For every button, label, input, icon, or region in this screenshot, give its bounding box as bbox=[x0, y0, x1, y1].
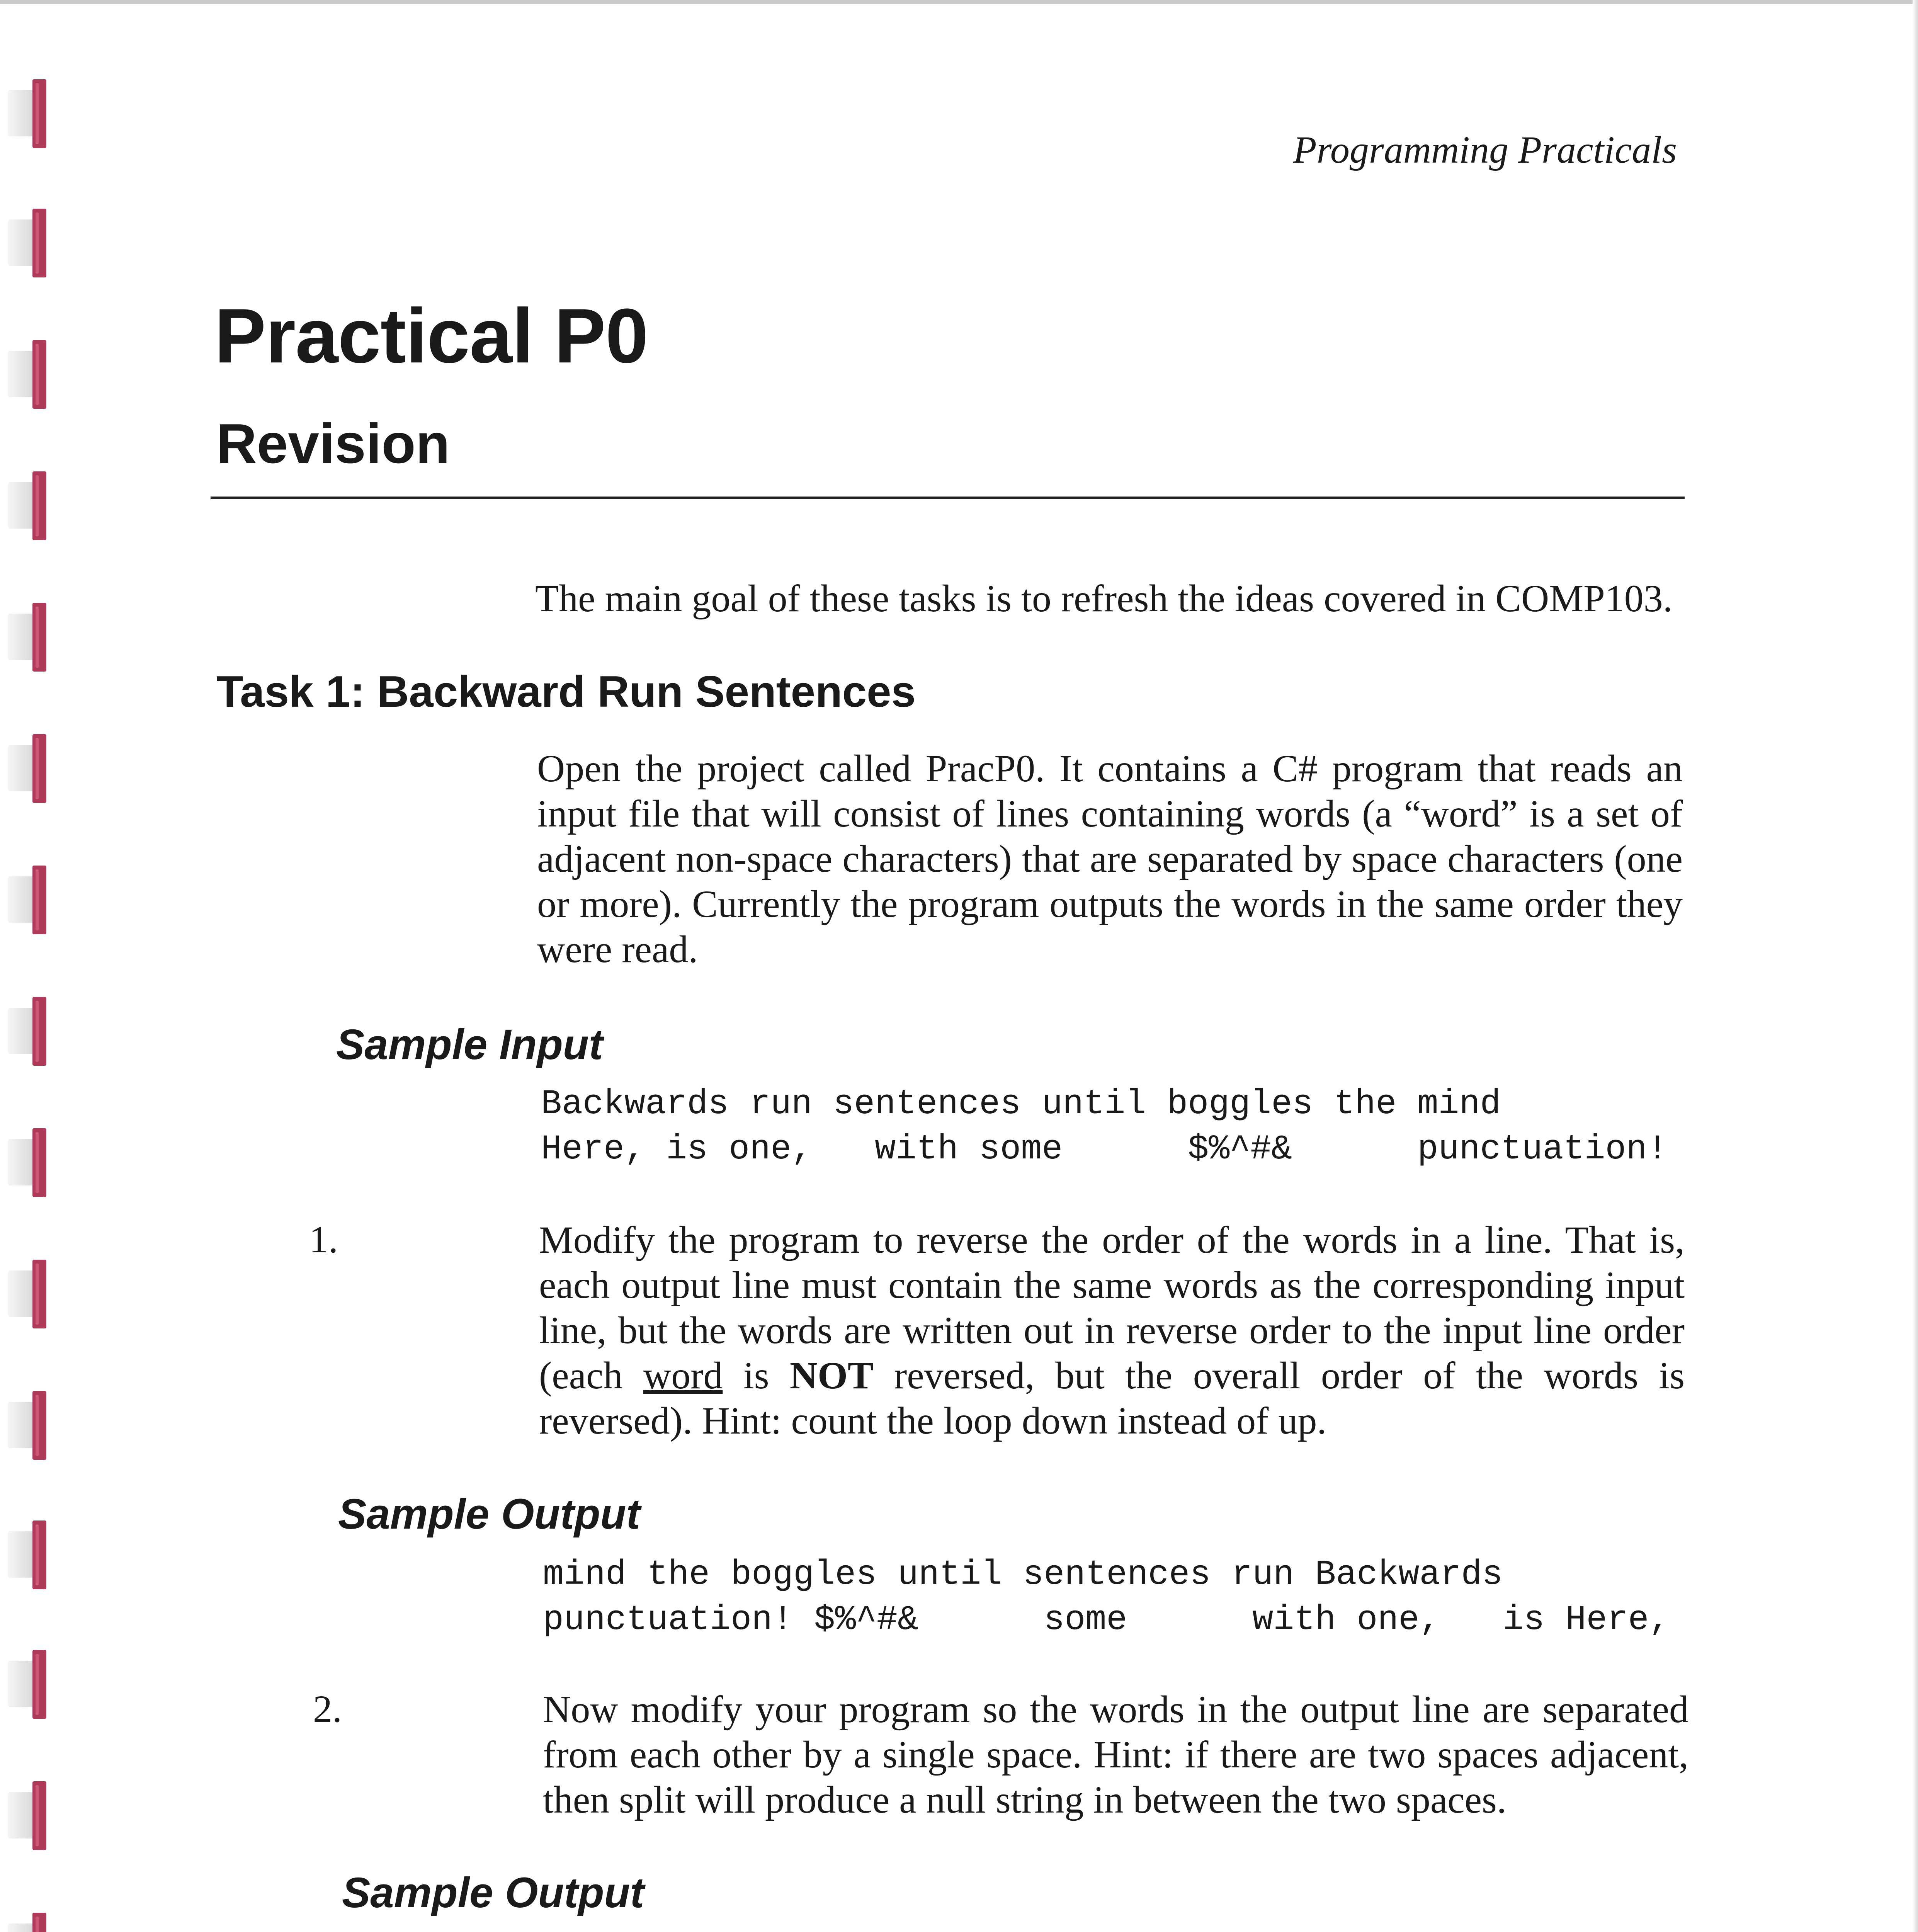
binding-ring bbox=[8, 1650, 50, 1719]
sample-input-heading: Sample Input bbox=[336, 1021, 603, 1068]
binding-ring bbox=[8, 603, 50, 672]
intro-paragraph: The main goal of these tasks is to refresh the ideas covered in COMP103. bbox=[535, 577, 1673, 620]
item1-text: is bbox=[723, 1354, 790, 1397]
emphasis-not: NOT bbox=[789, 1354, 874, 1397]
binding-ring bbox=[8, 734, 50, 803]
code-line bbox=[545, 1930, 1505, 1932]
sample-output-code bbox=[543, 1553, 1670, 1643]
title-divider bbox=[211, 497, 1685, 499]
binding-ring bbox=[8, 1520, 50, 1589]
task1-heading: Task 1: Backward Run Sentences bbox=[216, 667, 916, 716]
sample-input-code bbox=[541, 1082, 1668, 1172]
sample-output-heading: Sample Output bbox=[338, 1490, 641, 1538]
binding-ring bbox=[8, 1391, 50, 1460]
code-line: mind the boggles until sentences run Backwards bbox=[543, 1555, 1503, 1595]
binding-ring bbox=[8, 340, 50, 409]
binding-ring bbox=[8, 1260, 50, 1328]
sample-output-heading: Sample Output bbox=[342, 1869, 644, 1917]
binding-ring bbox=[8, 1913, 50, 1932]
task1-paragraph: Open the project called PracP0. It contains a C# program that reads an input file that will consist of lines containing words (a “word” is a set of adjacent non-space characters) that are separated by space characters (one or more). Currently the program outputs the words in the same order they were read. bbox=[537, 747, 1683, 971]
item1-text: Modify the program to reverse the order of the words in a line. That is, each output line must contain the same words as the corresponding input line, but the words are written out in reverse order to the input line order (each bbox=[539, 1218, 1685, 1397]
sample-output-code bbox=[545, 1930, 1505, 1932]
spiral-binding bbox=[0, 0, 58, 1932]
binding-ring bbox=[8, 1128, 50, 1197]
page-right-edge bbox=[1913, 0, 1918, 1932]
underlined-word: word bbox=[643, 1354, 723, 1397]
item2-paragraph: Now modify your program so the words in the output line are separated from each other by a single space. Hint: if there are two spaces adjacent, then split will produce a null string in between the two spaces. bbox=[543, 1688, 1688, 1821]
item-number: 1. bbox=[309, 1218, 338, 1261]
page-top-edge bbox=[0, 0, 1918, 4]
page-subtitle: Revision bbox=[216, 412, 450, 475]
item-number: 2. bbox=[313, 1687, 342, 1730]
running-header: Programming Practicals bbox=[1293, 128, 1677, 171]
binding-ring bbox=[8, 1781, 50, 1850]
code-line: punctuation! $%^#& some with one, is Here, bbox=[543, 1600, 1670, 1640]
binding-ring bbox=[8, 209, 50, 277]
binding-ring bbox=[8, 997, 50, 1066]
code-line: Here, is one, with some $%^#& punctuation! bbox=[541, 1130, 1668, 1169]
binding-ring bbox=[8, 79, 50, 148]
binding-ring bbox=[8, 471, 50, 540]
page-title: Practical P0 bbox=[214, 293, 648, 379]
item1-text: reversed, but the overall order of the words is reversed). Hint: count the loop down instead of up. bbox=[539, 1354, 1685, 1442]
item1-paragraph bbox=[539, 1217, 1685, 1443]
binding-ring bbox=[8, 866, 50, 934]
code-line: Backwards run sentences until boggles the mind bbox=[541, 1085, 1501, 1124]
